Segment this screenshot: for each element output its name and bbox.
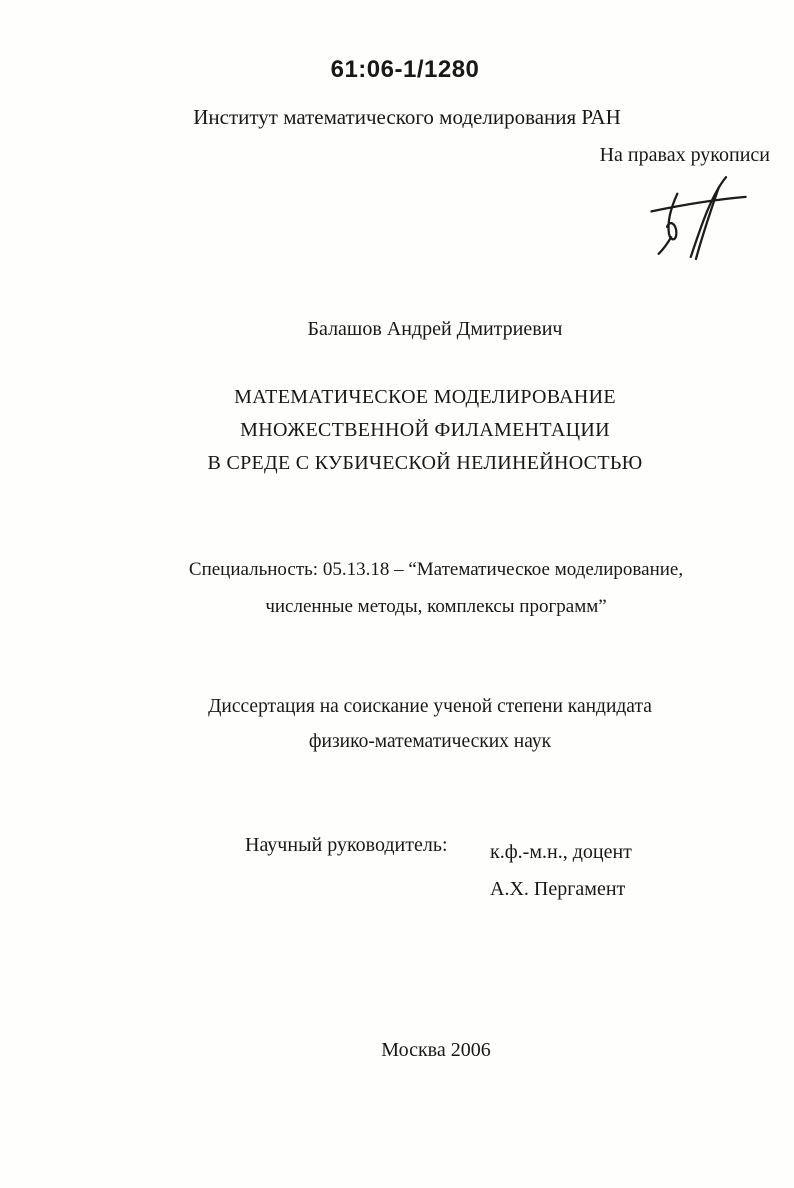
dissertation-title	[208, 381, 643, 480]
specialty-line: Специальность: 05.13.18 – “Математическое моделирование,	[188, 559, 684, 580]
thesis-line: физико-математических наук	[308, 731, 552, 752]
title-line: МАТЕМАТИЧЕСКОЕ МОДЕЛИРОВАНИЕ	[234, 386, 616, 408]
thesis-statement	[208, 689, 652, 759]
supervisor-degree: к.ф.-м.н., доцент	[490, 841, 632, 863]
specialty-line: численные методы, комплексы программ”	[265, 596, 607, 617]
title-line: В СРЕДЕ С КУБИЧЕСКОЙ НЕЛИНЕЙНОСТЬЮ	[207, 452, 643, 474]
handwritten-signature-icon	[643, 172, 751, 260]
specialty	[189, 551, 683, 625]
thesis-line: Диссертация на соискание ученой степени кандидата	[208, 696, 652, 717]
institute-name: Институт математического моделирования РАН	[193, 105, 621, 129]
supervisor-name: А.Х. Пергамент	[490, 878, 626, 900]
title-line: МНОЖЕСТВЕННОЙ ФИЛАМЕНТАЦИИ	[240, 419, 610, 441]
supervisor-label: Научный руководитель:	[245, 834, 448, 856]
registration-number: 61:06-1/1280	[330, 56, 480, 83]
author-name: Балашов Андрей Дмитриевич	[307, 318, 563, 340]
supervisor-info	[490, 834, 632, 908]
manuscript-rights-note: На правах рукописи	[599, 144, 770, 166]
city-year: Москва 2006	[381, 1039, 491, 1061]
